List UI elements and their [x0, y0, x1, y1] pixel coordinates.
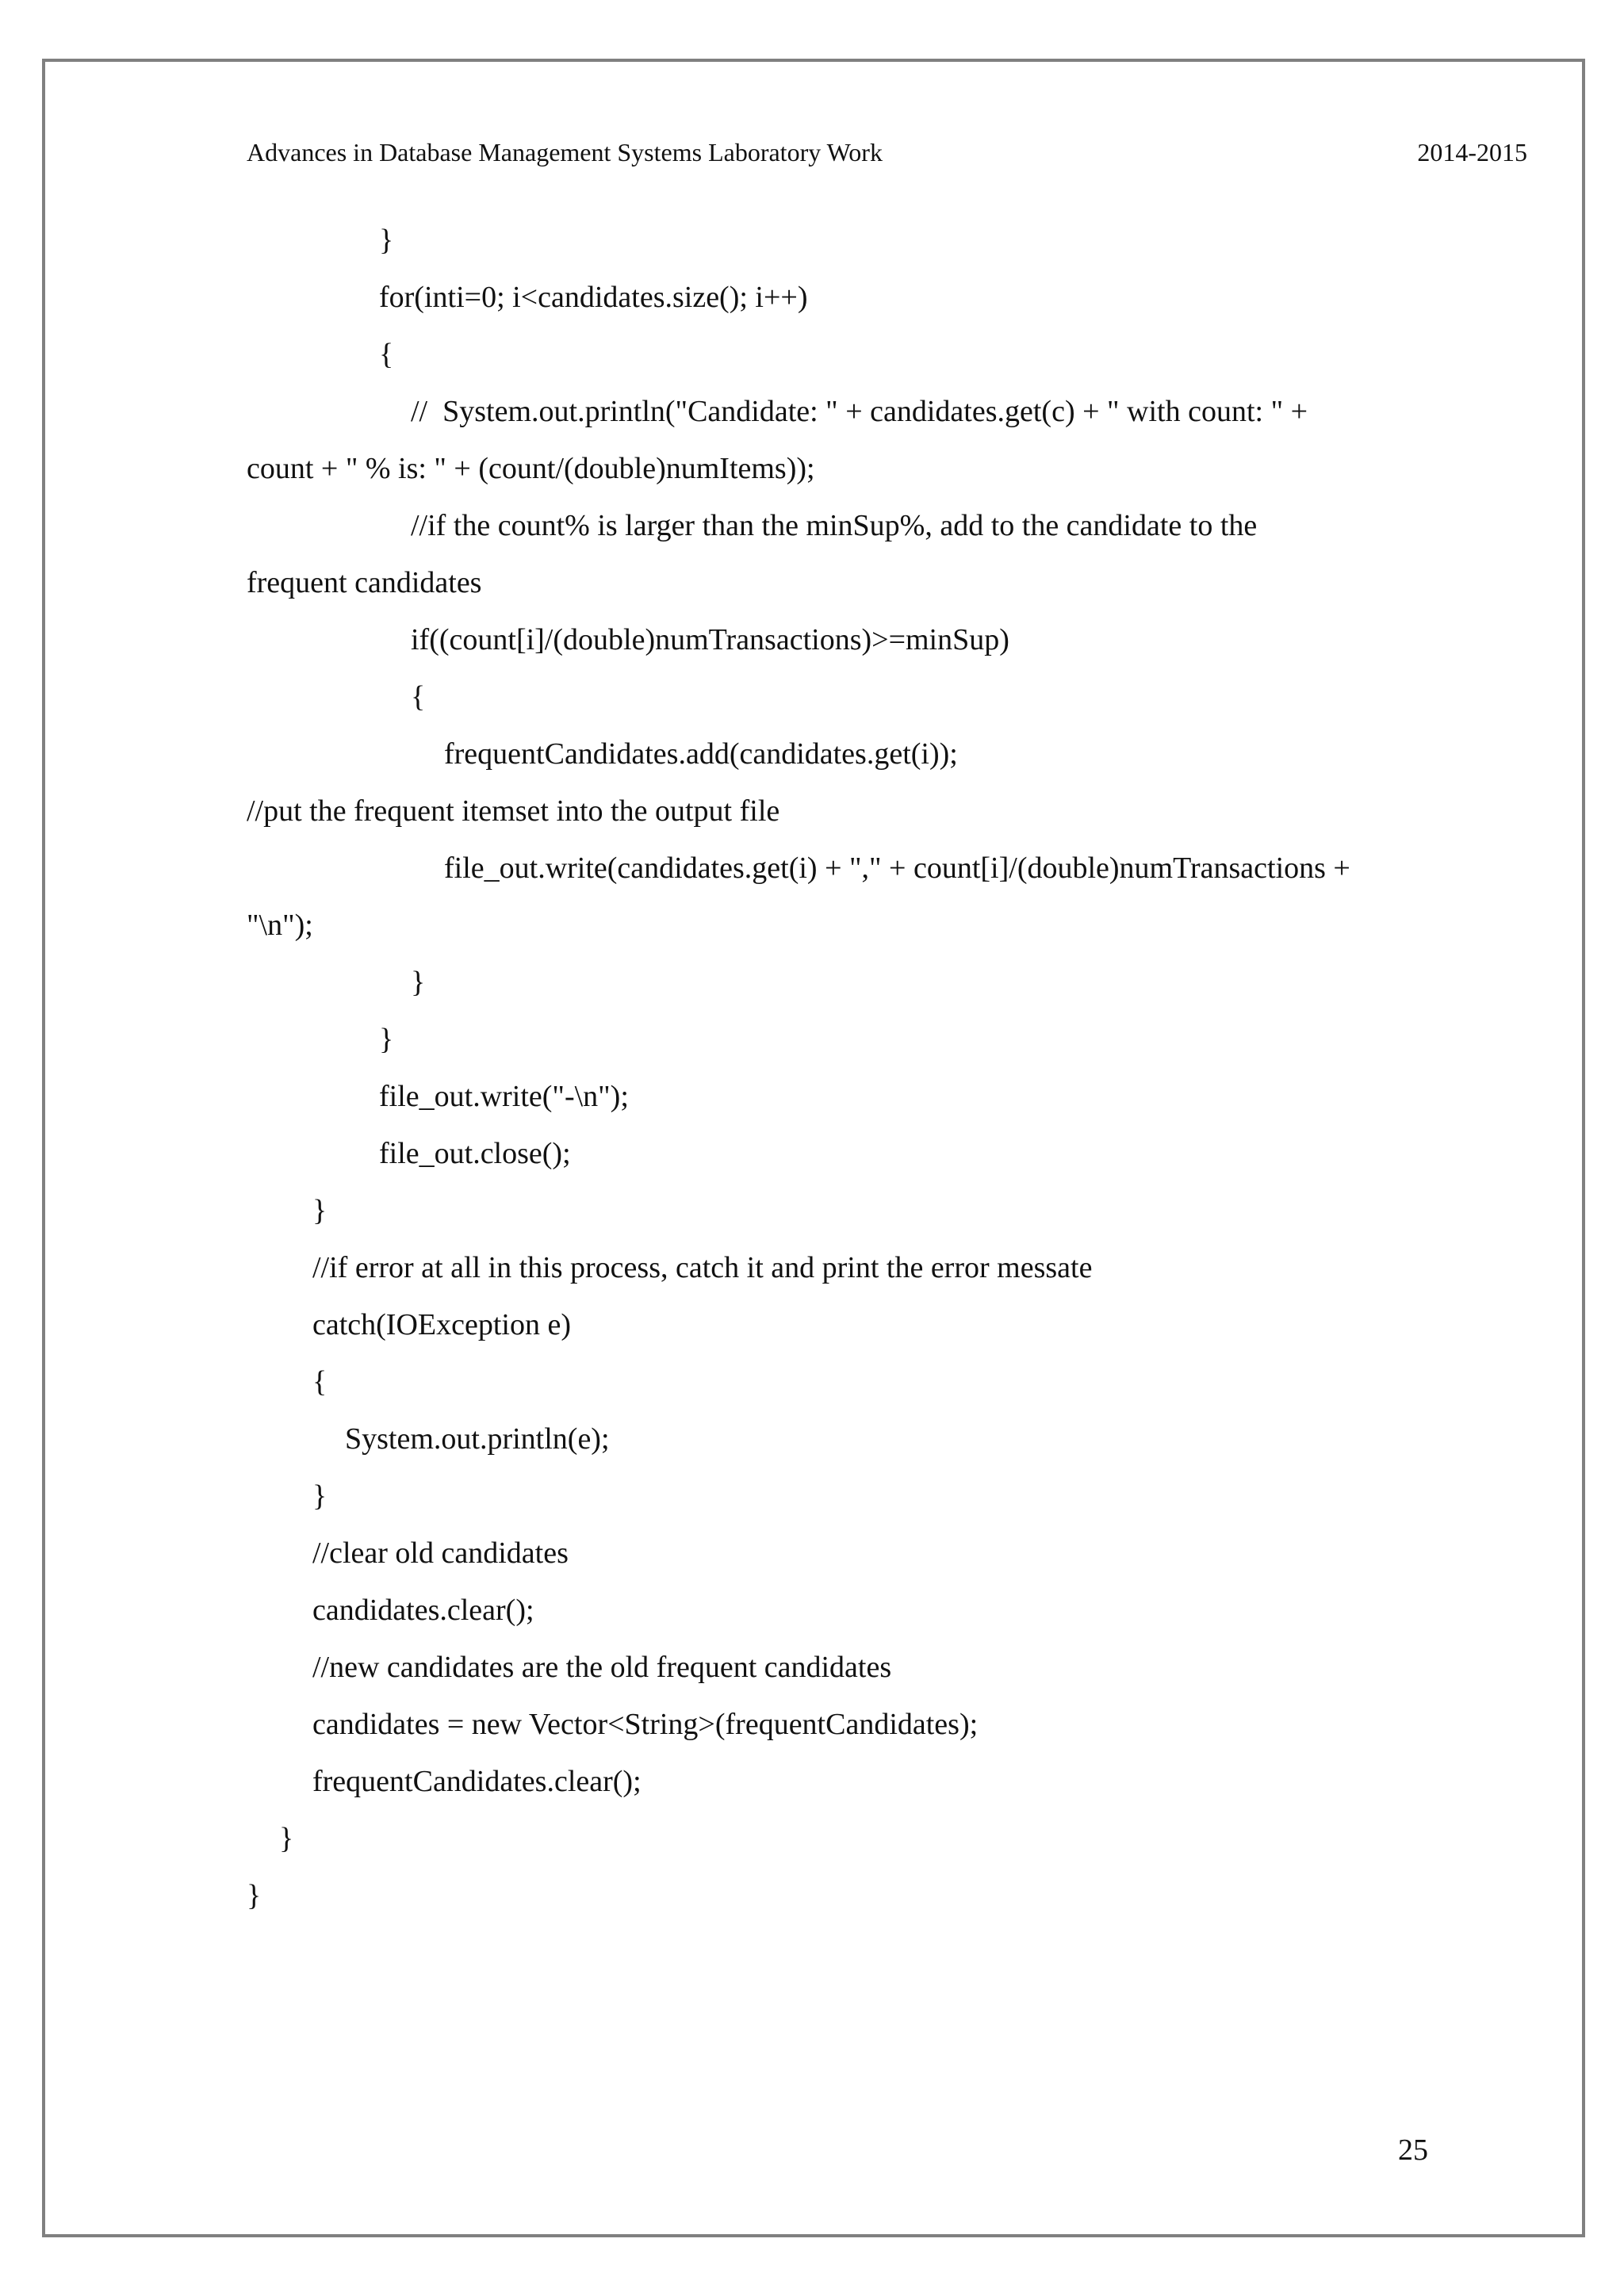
code-line: file_out.close(); — [379, 1137, 571, 1170]
code-line: } — [279, 1822, 294, 1855]
code-line: //if the count% is larger than the minSup%, add to the candidate to the — [411, 509, 1258, 542]
code-line: frequentCandidates.add(candidates.get(i)); — [444, 737, 958, 771]
code-line: count + " % is: " + (count/(double)numItems)); — [247, 452, 815, 485]
code-line: } — [312, 1194, 327, 1227]
code-line: //if error at all in this process, catch it and print the error messate — [312, 1251, 1093, 1284]
code-line: catch(IOException e) — [312, 1308, 571, 1341]
code-line: } — [379, 224, 394, 257]
code-line: { — [312, 1365, 327, 1399]
code-line: frequent candidates — [247, 566, 482, 599]
code-line: candidates.clear(); — [312, 1594, 534, 1627]
code-line: frequentCandidates.clear(); — [312, 1765, 642, 1798]
code-line: } — [379, 1023, 394, 1056]
code-line: { — [379, 338, 394, 371]
code-line: if((count[i]/(double)numTransactions)>=minSup) — [411, 623, 1009, 656]
code-line: //new candidates are the old frequent candidates — [312, 1651, 892, 1684]
code-line: //put the frequent itemset into the output file — [247, 794, 780, 828]
header-title: Advances in Database Management Systems Laboratory Work — [247, 138, 883, 166]
code-line: candidates = new Vector<String>(frequentCandidates); — [312, 1708, 979, 1741]
page-border — [42, 59, 1585, 2237]
page-number: 25 — [1398, 2133, 1428, 2167]
code-line: System.out.println(e); — [345, 1422, 610, 1456]
code-line: file_out.write("-\n"); — [379, 1080, 629, 1113]
code-line: // System.out.println("Candidate: " + candidates.get(c) + " with count: " + — [411, 395, 1308, 428]
code-line: file_out.write(candidates.get(i) + "," + count[i]/(double)numTransactions + — [444, 851, 1350, 885]
code-line: { — [411, 680, 426, 714]
code-line: } — [312, 1479, 327, 1513]
code-line: } — [411, 966, 426, 999]
header-year: 2014-2015 — [1417, 138, 1527, 166]
code-line: "\n"); — [247, 909, 313, 942]
code-line: for(inti=0; i<candidates.size(); i++) — [379, 281, 808, 314]
code-line: //clear old candidates — [312, 1536, 569, 1570]
code-line: } — [247, 1879, 262, 1912]
